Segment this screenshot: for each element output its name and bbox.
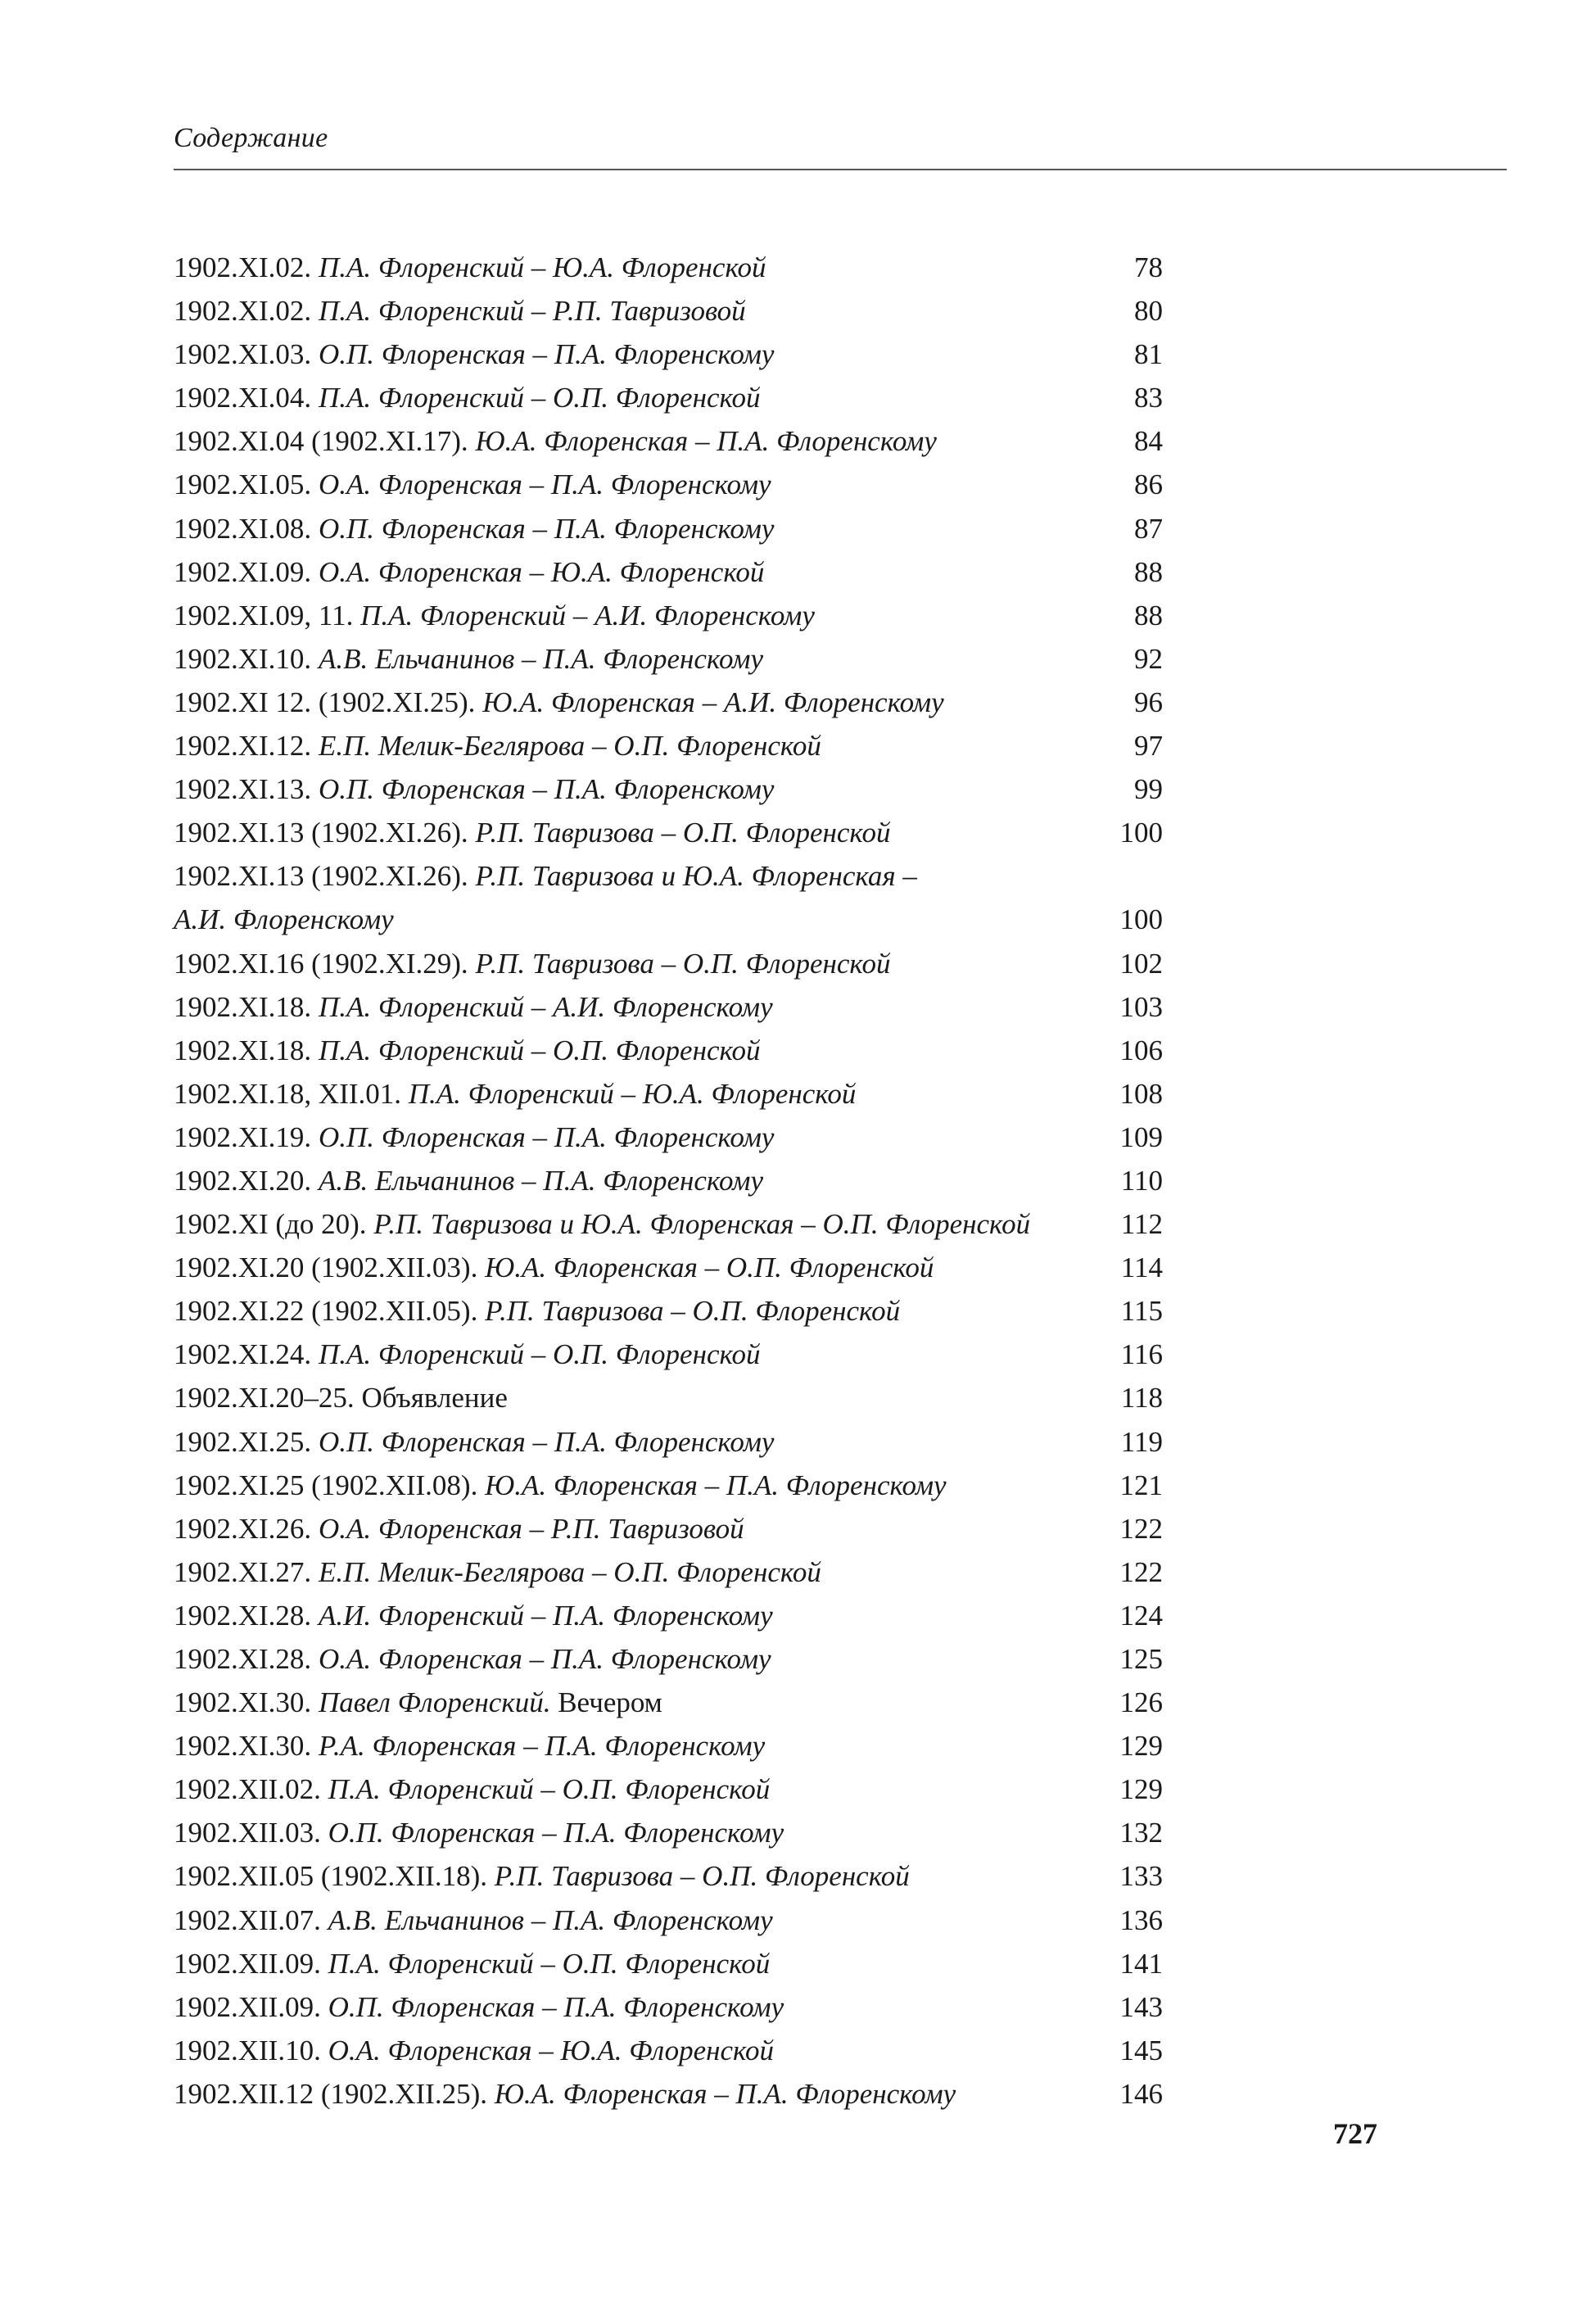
entry-page: 87 — [1134, 512, 1163, 545]
toc-entry — [174, 681, 1163, 724]
entry-page: 118 — [1120, 1382, 1163, 1414]
entry-date: 1902.XI.26. — [174, 1512, 312, 1545]
toc-entry — [174, 1464, 1163, 1507]
entry-title: А.И. Флоренский – П.А. Флоренскому — [318, 1599, 773, 1632]
entry-page: 108 — [1119, 1077, 1163, 1110]
entry-date: 1902.XI.04. — [174, 382, 312, 414]
entry-page: 97 — [1134, 730, 1163, 763]
entry-page: 133 — [1119, 1860, 1163, 1893]
entry-page: 96 — [1134, 686, 1163, 718]
entry-date: 1902.XI.09. — [174, 555, 312, 588]
entry-title: О.А. Флоренская – Ю.А. Флоренской — [328, 2034, 775, 2066]
entry-title: П.А. Флоренский – О.П. Флоренской — [328, 1947, 771, 1980]
entry-page: 88 — [1134, 555, 1163, 588]
entry-page: 88 — [1134, 599, 1163, 631]
toc-entry — [174, 594, 1163, 637]
entry-date: 1902.XI.30. — [174, 1686, 312, 1719]
entry-page: 109 — [1119, 1120, 1163, 1153]
entry-date: 1902.XI.16 (1902.XI.29). — [174, 947, 468, 980]
entry-date: 1902.XI.13. — [174, 773, 312, 806]
toc-entry — [174, 1420, 1163, 1464]
entry-date: 1902.XII.03. — [174, 1817, 321, 1849]
entry-title: Е.П. Мелик-Беглярова – О.П. Флоренской — [318, 730, 821, 763]
entry-title: П.А. Флоренский – О.П. Флоренской — [318, 1034, 761, 1066]
toc-entry — [174, 1942, 1163, 1985]
entry-title: Р.П. Тавризова – О.П. Флоренской — [475, 817, 891, 849]
toc-entry — [174, 1811, 1163, 1854]
entry-date: 1902.XI.20. — [174, 1164, 312, 1197]
entry-date: 1902.XI.28. — [174, 1643, 312, 1675]
entry-title: Р.П. Тавризова – О.П. Флоренской — [475, 947, 891, 980]
entry-page: 84 — [1134, 425, 1163, 458]
entry-title: А.В. Ельчанинов – П.А. Флоренскому — [318, 1164, 764, 1197]
entry-title: Ю.А. Флоренская – О.П. Флоренской — [485, 1252, 934, 1284]
entry-date: 1902.XI.03. — [174, 338, 312, 371]
entry-title: О.А. Флоренская – П.А. Флоренскому — [318, 1643, 771, 1675]
toc-entry — [174, 985, 1163, 1029]
entry-page: 132 — [1119, 1817, 1163, 1849]
toc-entry — [174, 1507, 1163, 1550]
toc-entry — [174, 333, 1163, 376]
entry-title: Ю.А. Флоренская – А.И. Флоренскому — [482, 686, 944, 718]
entry-page: 141 — [1119, 1947, 1163, 1980]
toc-entry — [174, 289, 1163, 333]
table-of-contents — [174, 246, 1163, 2116]
entry-date: 1902.XI.18. — [174, 990, 312, 1023]
toc-entry — [174, 1333, 1163, 1376]
entry-date: 1902.XII.10. — [174, 2034, 321, 2066]
entry-title: Ю.А. Флоренская – П.А. Флоренскому — [494, 2077, 956, 2110]
entry-title: П.А. Флоренский – О.П. Флоренской — [328, 1773, 771, 1806]
entry-title: О.А. Флоренская – Ю.А. Флоренской — [318, 555, 765, 588]
toc-entry — [174, 1029, 1163, 1072]
entry-title: П.А. Флоренский – О.П. Флоренской — [318, 1338, 761, 1371]
page-number: 727 — [1333, 2117, 1377, 2150]
entry-page: 121 — [1119, 1469, 1163, 1501]
toc-entry — [174, 1550, 1163, 1594]
entry-page: 81 — [1134, 338, 1163, 371]
toc-entry — [174, 942, 1163, 985]
entry-page: 100 — [1119, 817, 1163, 849]
entry-title: П.А. Флоренский – А.И. Флоренскому — [360, 599, 815, 631]
entry-page: 99 — [1134, 773, 1163, 806]
entry-date: 1902.XI.13 (1902.XI.26). — [174, 860, 468, 893]
entry-date: 1902.XI.12. — [174, 730, 312, 763]
entry-page: 145 — [1119, 2034, 1163, 2066]
entry-date: 1902.XI.22 (1902.XII.05). — [174, 1295, 478, 1328]
toc-entry — [174, 1637, 1163, 1681]
entry-page: 136 — [1119, 1903, 1163, 1936]
toc-entry — [174, 1594, 1163, 1637]
toc-entry — [174, 1854, 1163, 1898]
entry-date: 1902.XI.02. — [174, 251, 312, 283]
toc-entry — [174, 1899, 1163, 1942]
entry-title: Ю.А. Флоренская – П.А. Флоренскому — [475, 425, 937, 458]
toc-entry — [174, 811, 1163, 854]
entry-page: 143 — [1119, 1990, 1163, 2023]
entry-date: 1902.XI.02. — [174, 295, 312, 328]
entry-title: А.В. Ельчанинов – П.А. Флоренскому — [318, 642, 764, 675]
entry-date: 1902.XI.04 (1902.XI.17). — [174, 425, 468, 458]
toc-entry — [174, 376, 1163, 419]
entry-note: Вечером — [558, 1686, 662, 1719]
entry-page: 114 — [1120, 1252, 1163, 1284]
entry-title: П.А. Флоренский – Р.П. Тавризовой — [318, 295, 746, 328]
toc-entry — [174, 2072, 1163, 2116]
entry-date: 1902.XII.07. — [174, 1903, 321, 1936]
entry-title: О.П. Флоренская – П.А. Флоренскому — [328, 1817, 784, 1849]
entry-title: П.А. Флоренский – А.И. Флоренскому — [318, 990, 773, 1023]
entry-page: 106 — [1119, 1034, 1163, 1066]
entry-page: 78 — [1134, 251, 1163, 283]
toc-entry — [174, 854, 1163, 898]
toc-entry — [174, 724, 1163, 767]
entry-title: О.П. Флоренская – П.А. Флоренскому — [328, 1990, 784, 2023]
entry-date: 1902.XI.20 (1902.XII.03). — [174, 1252, 478, 1284]
entry-title: П.А. Флоренский – Ю.А. Флоренской — [408, 1077, 857, 1110]
entry-title: Р.П. Тавризова и Ю.А. Флоренская – О.П. Флоренской — [373, 1208, 1031, 1241]
entry-page: 110 — [1120, 1164, 1163, 1197]
toc-entry — [174, 898, 1163, 941]
entry-date: 1902.XII.09. — [174, 1990, 321, 2023]
entry-date: 1902.XI.18. — [174, 1034, 312, 1066]
entry-page: 126 — [1119, 1686, 1163, 1719]
toc-entry — [174, 767, 1163, 811]
entry-title: Р.П. Тавризова – О.П. Флоренской — [485, 1295, 901, 1328]
entry-date: 1902.XII.02. — [174, 1773, 321, 1806]
entry-title: О.П. Флоренская – П.А. Флоренскому — [318, 1425, 775, 1458]
toc-entry — [174, 637, 1163, 681]
entry-title: П.А. Флоренский – Ю.А. Флоренской — [318, 251, 766, 283]
toc-entry — [174, 1724, 1163, 1768]
entry-page: 119 — [1120, 1425, 1163, 1458]
entry-date: 1902.XI.09, 11. — [174, 599, 354, 631]
entry-page: 112 — [1120, 1208, 1163, 1241]
entry-title: О.П. Флоренская – П.А. Флоренскому — [318, 512, 775, 545]
entry-title: О.П. Флоренская – П.А. Флоренскому — [318, 338, 775, 371]
entry-page: 102 — [1119, 947, 1163, 980]
entry-page: 116 — [1120, 1338, 1163, 1371]
entry-date: 1902.XI.18, XII.01. — [174, 1077, 402, 1110]
entry-date: 1902.XI.20–25. — [174, 1382, 355, 1414]
entry-page: 103 — [1119, 990, 1163, 1023]
toc-entry — [174, 1768, 1163, 1811]
entry-date: 1902.XI.28. — [174, 1599, 312, 1632]
entry-title: Е.П. Мелик-Беглярова – О.П. Флоренской — [318, 1555, 821, 1588]
entry-date: 1902.XI.19. — [174, 1120, 312, 1153]
entry-title: Р.П. Тавризова и Ю.А. Флоренская – — [475, 860, 917, 893]
entry-page: 129 — [1119, 1773, 1163, 1806]
toc-entry — [174, 246, 1163, 289]
entry-page: 92 — [1134, 642, 1163, 675]
entry-title: А.В. Ельчанинов – П.А. Флоренскому — [328, 1903, 773, 1936]
toc-entry — [174, 1202, 1163, 1246]
entry-page: 80 — [1134, 295, 1163, 328]
entry-date: 1902.XI.08. — [174, 512, 312, 545]
toc-entry — [174, 1289, 1163, 1333]
entry-page: 125 — [1119, 1643, 1163, 1675]
entry-page: 146 — [1119, 2077, 1163, 2110]
entry-date: 1902.XI (до 20). — [174, 1208, 367, 1241]
entry-page: 122 — [1119, 1555, 1163, 1588]
entry-date: 1902.XI.25. — [174, 1425, 312, 1458]
entry-date: 1902.XII.12 (1902.XII.25). — [174, 2077, 487, 2110]
entry-page: 122 — [1119, 1512, 1163, 1545]
entry-page: 115 — [1120, 1295, 1163, 1328]
entry-date: 1902.XI.10. — [174, 642, 312, 675]
entry-date: 1902.XI.25 (1902.XII.08). — [174, 1469, 478, 1501]
entry-date: 1902.XI.24. — [174, 1338, 312, 1371]
entry-title: О.А. Флоренская – П.А. Флоренскому — [318, 468, 771, 501]
entry-page: 124 — [1119, 1599, 1163, 1632]
toc-entry — [174, 550, 1163, 594]
entry-date: 1902.XI.13 (1902.XI.26). — [174, 817, 468, 849]
entry-title: Павел Флоренский. — [318, 1686, 551, 1719]
toc-entry — [174, 463, 1163, 506]
entry-title: Р.А. Флоренская – П.А. Флоренскому — [318, 1730, 766, 1763]
toc-entry — [174, 1072, 1163, 1116]
toc-entry — [174, 1246, 1163, 1289]
entry-date: 1902.XI 12. (1902.XI.25). — [174, 686, 476, 718]
entry-page: 129 — [1119, 1730, 1163, 1763]
entry-page: 86 — [1134, 468, 1163, 501]
entry-title: О.А. Флоренская – Р.П. Тавризовой — [318, 1512, 744, 1545]
toc-entry — [174, 1116, 1163, 1159]
entry-page: 100 — [1119, 903, 1163, 936]
entry-date: 1902.XI.05. — [174, 468, 312, 501]
entry-title: О.П. Флоренская – П.А. Флоренскому — [318, 1120, 775, 1153]
entry-date: 1902.XII.09. — [174, 1947, 321, 1980]
toc-entry — [174, 507, 1163, 550]
entry-title: А.И. Флоренскому — [174, 903, 394, 936]
entry-page: 83 — [1134, 382, 1163, 414]
entry-note: Объявление — [361, 1382, 508, 1414]
toc-entry — [174, 1376, 1163, 1419]
entry-title: Ю.А. Флоренская – П.А. Флоренскому — [485, 1469, 947, 1501]
entry-date: 1902.XII.05 (1902.XII.18). — [174, 1860, 487, 1893]
running-head: Содержание — [174, 123, 328, 153]
entry-title: П.А. Флоренский – О.П. Флоренской — [318, 382, 761, 414]
entry-date: 1902.XI.27. — [174, 1555, 312, 1588]
entry-date: 1902.XI.30. — [174, 1730, 312, 1763]
entry-title: О.П. Флоренская – П.А. Флоренскому — [318, 773, 775, 806]
toc-entry — [174, 2029, 1163, 2072]
toc-entry — [174, 1985, 1163, 2029]
entry-title: Р.П. Тавризова – О.П. Флоренской — [494, 1860, 910, 1893]
toc-entry — [174, 1681, 1163, 1724]
header-rule — [174, 169, 1507, 170]
toc-entry — [174, 419, 1163, 463]
toc-entry — [174, 1159, 1163, 1202]
